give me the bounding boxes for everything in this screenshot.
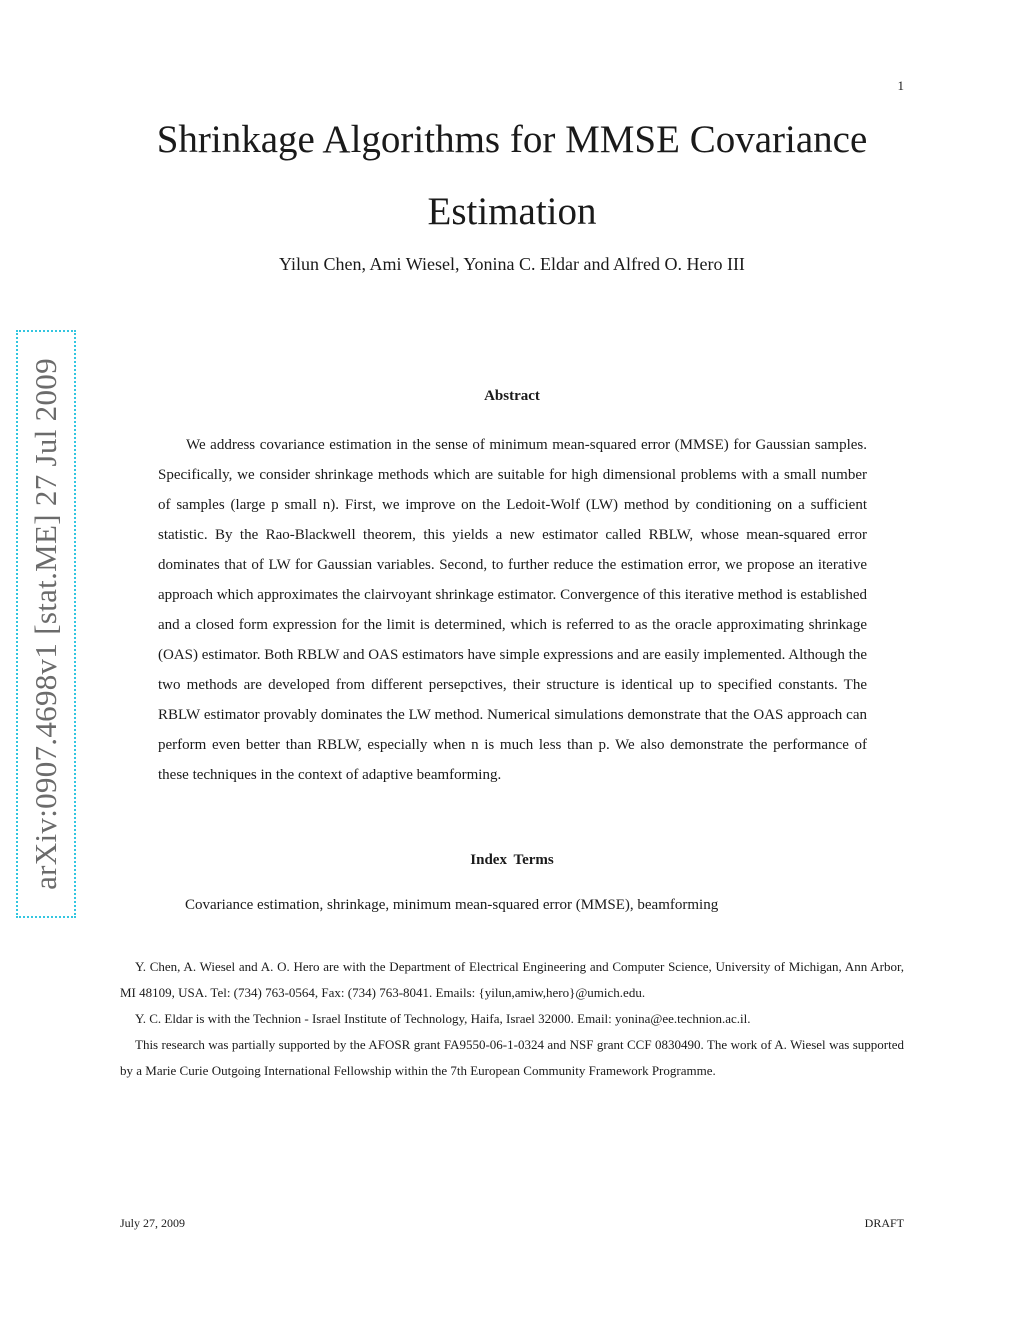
arxiv-identifier: arXiv:0907.4698v1 [stat.ME] 27 Jul 2009 [28, 358, 63, 890]
page-number: 1 [897, 78, 904, 93]
author-list: Yilun Chen, Ami Wiesel, Yonina C. Eldar and Alfred O. Hero III [279, 254, 745, 274]
index-terms-body: Covariance estimation, shrinkage, minimum mean-squared error (MMSE), beamforming [185, 897, 719, 913]
footnote-funding: This research was partially supported by the AFOSR grant FA9550-06-1-0324 and NSF grant CCF 0830490. The work of A. Wiesel was supported by a Marie Curie Outgoing International Fellowship within the 7th European Community Framework Programme. [120, 1037, 904, 1078]
abstract-body: We address covariance estimation in the sense of minimum mean-squared error (MMSE) for Gaussian samples. Specifically, we consider shrinkage methods which are suitable for high dimensional problems with a small number of samples (large p small n). First, we improve on the Ledoit-Wolf (LW) method by conditioning on a sufficient statistic. By the Rao-Blackwell theorem, this yields a new estimator called RBLW, whose mean-squared error dominates that of LW for Gaussian variables. Second, to further reduce the estimation error, we propose an iterative approach which approximates the clairvoyant shrinkage estimator. Convergence of this iterative method is established and a closed form expression for the limit is determined, which is referred to as the oracle approximating shrinkage (OAS) estimator. Both RBLW and OAS estimators have simple expressions and are easily implemented. Although the two methods are developed from different persepctives, their structure is identical up to specified constants. The RBLW estimator provably dominates the LW method. Numerical simulations demonstrate that the OAS approach can perform even better than RBLW, especially when n is much less than p. We also demonstrate the performance of these techniques in the context of adaptive beamforming. [158, 437, 867, 783]
footer-draft-label: DRAFT [864, 1216, 904, 1230]
index-terms-heading: Index Terms [470, 852, 554, 868]
paper-title: Shrinkage Algorithms for MMSE Covariance Estimation [156, 118, 868, 233]
footnotes [120, 954, 904, 1084]
footnote-affiliation-umich: Y. Chen, A. Wiesel and A. O. Hero are with the Department of Electrical Engineering and Computer Science, University of Michigan, Ann Arbor, MI 48109, USA. Tel: (734) 763-0564, Fax: (734) 763-8041. Emails: {yilun,amiw,hero}@umich.edu. [120, 959, 904, 1000]
abstract-heading: Abstract [484, 388, 540, 404]
footnote-affiliation-technion: Y. C. Eldar is with the Technion - Israel Institute of Technology, Haifa, Israel 32000. Email: yonina@ee.technion.ac.il. [135, 1011, 751, 1026]
arxiv-stamp [16, 330, 76, 918]
footer-date: July 27, 2009 [120, 1216, 186, 1230]
